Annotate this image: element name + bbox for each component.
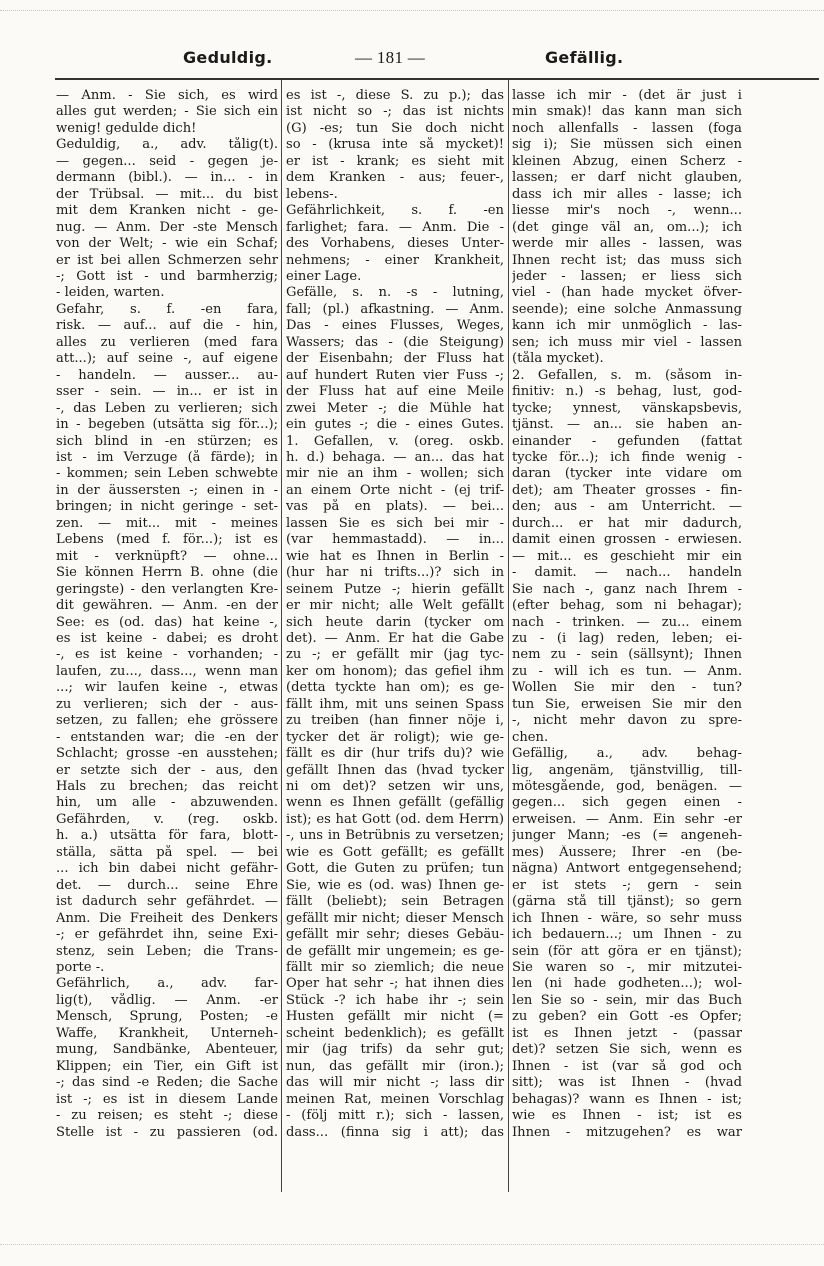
text-line: ist es Ihnen jetzt - (passar — [512, 1025, 742, 1041]
text-line: ich Ihnen - wäre, so sehr muss — [512, 910, 742, 926]
text-line: -; Gott ist - und barmherzig; — [56, 268, 278, 284]
text-line: sser - sein. — in... er ist in — [56, 384, 278, 400]
text-line: -, uns in Betrübnis zu versetzen; — [286, 828, 504, 844]
text-line: zu - will ich es tun. — Anm. — [512, 663, 742, 679]
text-line: setzen, zu fallen; ehe grössere — [56, 713, 278, 729]
text-line: Lebens (med f. för...); ist es — [56, 532, 278, 548]
text-line: junger Mann; -es (= angeneh- — [512, 828, 742, 844]
text-line: det). — Anm. Er hat die Gabe — [286, 630, 504, 646]
text-line: det. — durch... seine Ehre — [56, 877, 278, 893]
text-line: sich heute darin (tycker om — [286, 614, 504, 630]
page-top-edge — [0, 10, 824, 11]
text-line: tjänst. — an... sie haben an- — [512, 417, 742, 433]
text-line: (var hemmastadd). — in... — [286, 532, 504, 548]
text-line: den; aus - am Unterricht. — — [512, 499, 742, 515]
text-line: mötesgående, god, benägen. — — [512, 779, 742, 795]
text-line: Gefahr, s. f. -en fara, — [56, 301, 278, 317]
text-line: der Eisenbahn; der Fluss hat — [286, 351, 504, 367]
text-line: lassen; er darf nicht glauben, — [512, 170, 742, 186]
text-line: zwei Meter -; die Mühle hat — [286, 400, 504, 416]
text-line: -; er gefährdet ihn, seine Exi- — [56, 927, 278, 943]
text-line: nehmens; - einer Krankheit, — [286, 252, 504, 268]
text-line: erweisen. — Anm. Ein sehr -er — [512, 811, 742, 827]
text-line: es ist -, diese S. zu p.); das — [286, 88, 504, 103]
text-line: sein (för att göra er en tjänst); — [512, 943, 742, 959]
text-line: zu verlieren; sich der - aus- — [56, 696, 278, 712]
text-line: gefällt Ihnen das (hvad tycker — [286, 762, 504, 778]
text-line: -; das sind -e Reden; die Sache — [56, 1075, 278, 1091]
text-line: - zu reisen; es steht -; diese — [56, 1108, 278, 1124]
text-line: risk. — auf... auf die - hin, — [56, 318, 278, 334]
text-line: (hur har ni trifts...)? sich in — [286, 565, 504, 581]
text-line: sig i); Sie müssen sich einen — [512, 137, 742, 153]
header-rule — [55, 78, 819, 80]
text-line: jeder - lassen; er liess sich — [512, 268, 742, 284]
text-line: See: es (od. das) hat keine -, — [56, 614, 278, 630]
text-line: lebens-. — [286, 186, 338, 202]
text-line: ...; wir laufen keine -, etwas — [56, 680, 278, 696]
text-line: lig, angenäm, tjänstvillig, till- — [512, 762, 742, 778]
text-line: ... ich bin dabei nicht gefähr- — [56, 861, 278, 877]
text-line: kann ich mir unmöglich - las- — [512, 318, 742, 334]
text-line: seinem Putze -; hierin gefällt — [286, 581, 504, 597]
text-line: - leiden, warten. — [56, 285, 165, 301]
text-line: damit einen grossen - erwiesen. — [512, 532, 742, 548]
text-line: Klippen; ein Tier, ein Gift ist — [56, 1058, 278, 1074]
text-line: einer Lage. — [286, 268, 362, 284]
text-line: Sie waren so -, mir mitzutei- — [512, 960, 742, 976]
text-line: Gefährlichkeit, s. f. -en — [286, 203, 504, 219]
text-line: dem Kranken - aus; feuer-, — [286, 170, 504, 186]
text-line: — mit... es geschieht mir ein — [512, 548, 742, 564]
text-line: fall; (pl.) afkastning. — Anm. — [286, 301, 504, 317]
text-line: Ihnen recht ist; das muss sich — [512, 252, 742, 268]
text-line: -, es ist keine - vorhanden; - — [56, 647, 278, 663]
text-line: laufen, zu..., dass..., wenn man — [56, 663, 278, 679]
text-line: det)? setzen Sie sich, wenn es — [512, 1042, 742, 1058]
text-line: -, das Leben zu verlieren; sich — [56, 400, 278, 416]
text-line: nach - trinken. — zu... einem — [512, 614, 742, 630]
text-line: lassen Sie es sich bei mir - — [286, 515, 504, 531]
text-line: bringen; in nicht geringe - set- — [56, 499, 278, 515]
text-line: Hals zu brechen; das reicht — [56, 779, 278, 795]
text-line: Husten gefällt mir nicht (= — [286, 1009, 504, 1025]
text-line: mit dem Kranken nicht - ge- — [56, 203, 278, 219]
text-line: 1. Gefallen, v. (oreg. oskb. — [286, 433, 504, 449]
text-line: Ihnen - ist (var så god och — [512, 1058, 742, 1074]
text-line: len Sie so - sein, mir das Buch — [512, 992, 742, 1008]
column-divider — [508, 80, 509, 1192]
text-line: Wassers; das - (die Steigung) — [286, 334, 504, 350]
text-line: mit - verknüpft? — ohne... — [56, 548, 278, 564]
text-line: - damit. — nach... handeln — [512, 565, 742, 581]
text-line: Das - eines Flusses, Weges, — [286, 318, 504, 334]
text-line: er mir nicht; alle Welt gefällt — [286, 598, 504, 614]
text-line: meinen Rat, meinen Vorschlag — [286, 1091, 504, 1107]
text-line: Sie, wie es (od. was) Ihnen ge- — [286, 877, 504, 893]
text-line: nug. — Anm. Der -ste Mensch — [56, 219, 278, 235]
text-line: wenn es Ihnen gefällt (gefällig — [286, 795, 504, 811]
page-bottom-edge — [0, 1244, 824, 1245]
text-line: Gefährlich, a., adv. far- — [56, 976, 278, 992]
text-line: Geduldig, a., adv. tålig(t). — [56, 137, 278, 153]
text-line: Wollen Sie mir den - tun? — [512, 680, 742, 696]
text-line: in der äussersten -; einen in - — [56, 482, 278, 498]
text-line: tycke; ynnest, vänskapsbevis, — [512, 400, 742, 416]
text-line: — gegen... seid - gegen je- — [56, 153, 278, 169]
text-line: an einem Orte nicht - (ej trif- — [286, 482, 504, 498]
text-line: (G) -es; tun Sie doch nicht — [286, 120, 504, 136]
text-line: mir nie an ihm - wollen; sich — [286, 466, 504, 482]
text-line: daran (tycker inte vidare om — [512, 466, 742, 482]
text-line: de gefällt mir ungemein; es ge- — [286, 943, 504, 959]
text-line: das will mir nicht -; lass dir — [286, 1075, 504, 1091]
text-line: ker om honom); das gefiel ihm — [286, 663, 504, 679]
page-number: — 181 — — [355, 48, 426, 67]
page-header — [55, 40, 815, 76]
text-line: kleinen Abzug, einen Scherz - — [512, 153, 742, 169]
text-line: Schlacht; grosse -en ausstehen; — [56, 746, 278, 762]
dictionary-column-1 — [56, 88, 278, 1188]
text-line: wie hat es Ihnen in Berlin - — [286, 548, 504, 564]
text-line: der Fluss hat auf eine Meile — [286, 384, 504, 400]
text-line: es ist keine - dabei; es droht — [56, 630, 278, 646]
text-line: geringste) - den verlangten Kre- — [56, 581, 278, 597]
text-line: att...); auf seine -, auf eigene — [56, 351, 278, 367]
text-line: Stück -? ich habe ihr -; sein — [286, 992, 504, 1008]
text-line: behagas)? wann es Ihnen - ist; — [512, 1091, 742, 1107]
text-line: - kommen; sein Leben schwebte — [56, 466, 278, 482]
text-line: porte -. — [56, 960, 105, 976]
text-line: sich blind in -en stürzen; es — [56, 433, 278, 449]
text-line: mes) Äussere; Ihrer -en (be- — [512, 844, 742, 860]
text-line: dass ich mir alles - lasse; ich — [512, 186, 742, 202]
text-line: chen. — [512, 729, 549, 745]
text-line: Oper hat sehr -; hat ihnen dies — [286, 976, 504, 992]
text-line: Waffe, Krankheit, Unterneh- — [56, 1025, 278, 1041]
text-line: Ihnen - mitzugehen? es war — [512, 1124, 742, 1140]
text-line: ni om det)? setzen wir uns, — [286, 779, 504, 795]
text-line: 2. Gefallen, s. m. (såsom in- — [512, 367, 742, 383]
text-line: Stelle ist - zu passieren (od. — [56, 1124, 278, 1140]
text-line: auf hundert Ruten vier Fuss -; — [286, 367, 504, 383]
column-divider — [281, 80, 282, 1192]
text-line: ist dadurch sehr gefährdet. — — [56, 894, 278, 910]
dictionary-column-3 — [512, 88, 742, 1188]
text-line: zu - (i lag) reden, leben; ei- — [512, 630, 742, 646]
text-line: durch... er hat mir dadurch, — [512, 515, 742, 531]
text-line: dit gewähren. — Anm. -en der — [56, 598, 278, 614]
text-line: mung, Sandbänke, Abenteuer, — [56, 1042, 278, 1058]
text-line: dass... (finna sig i att); das — [286, 1124, 504, 1140]
text-line: — Anm. - Sie sich, es wird — [56, 88, 278, 103]
text-line: er setzte sich der - aus, den — [56, 762, 278, 778]
text-line: det); am Theater grosses - fin- — [512, 482, 742, 498]
text-line: (det ginge väl an, om...); ich — [512, 219, 742, 235]
text-line: gefällt mir nicht; dieser Mensch — [286, 910, 504, 926]
text-line: gegen... sich gegen einen - — [512, 795, 742, 811]
text-line: nem zu - sein (sällsynt); Ihnen — [512, 647, 742, 663]
text-line: fällt (beliebt); sein Betragen — [286, 894, 504, 910]
text-line: zu treiben (han finner nöje i, — [286, 713, 504, 729]
text-line: stenz, sein Leben; die Trans- — [56, 943, 278, 959]
text-line: ist -; es ist in diesem Lande — [56, 1091, 278, 1107]
text-line: farlighet; fara. — Anm. Die - — [286, 219, 504, 235]
text-line: so - (krusa inte så mycket)! — [286, 137, 504, 153]
text-line: zu -; er gefällt mir (jag tyc- — [286, 647, 504, 663]
text-line: vas på en plats). — bei... — [286, 499, 504, 515]
text-line: hin, um alle - abzuwenden. — [56, 795, 278, 811]
text-line: werde mir alles - lassen, was — [512, 236, 742, 252]
text-line: ställa, sätta på spel. — bei — [56, 844, 278, 860]
text-line: Sie nach -, ganz nach Ihrem - — [512, 581, 742, 597]
text-line: len (ni hade godheten...); wol- — [512, 976, 742, 992]
text-line: sitt); was ist Ihnen - (hvad — [512, 1075, 742, 1091]
text-line: wie es Gott gefällt; es gefällt — [286, 844, 504, 860]
text-line: fällt es dir (hur trifs du)? wie — [286, 746, 504, 762]
text-line: Gefälle, s. n. -s - lutning, — [286, 285, 504, 301]
text-line: ist); es hat Gott (od. dem Herrn) — [286, 811, 504, 827]
text-line: lig(t), vådlig. — Anm. -er — [56, 992, 278, 1008]
text-line: finitiv: n.) -s behag, lust, god- — [512, 384, 742, 400]
text-line: alles gut werden; - Sie sich ein — [56, 104, 278, 120]
text-line: in - begeben (utsätta sig för...); — [56, 417, 278, 433]
text-line: h. d.) behaga. — an... das hat — [286, 449, 504, 465]
text-line: liesse mir's noch -, wenn... — [512, 203, 742, 219]
text-line: - handeln. — ausser... au- — [56, 367, 278, 383]
text-line: ein gutes -; die - eines Gutes. — [286, 417, 504, 433]
running-head-left: Geduldig. — [183, 48, 273, 67]
text-line: scheint bedenklich); es gefällt — [286, 1025, 504, 1041]
text-line: min smak)! das kann man sich — [512, 104, 742, 120]
text-line: - entstanden war; die -en der — [56, 729, 278, 745]
text-line: alles zu verlieren (med fara — [56, 334, 278, 350]
text-line: noch allenfalls - lassen (foga — [512, 120, 742, 136]
text-line: (detta tyckte han om); es ge- — [286, 680, 504, 696]
dictionary-column-2 — [286, 88, 504, 1188]
text-line: tycke för...); ich finde wenig - — [512, 449, 742, 465]
text-line: (efter behag, som ni behagar); — [512, 598, 742, 614]
text-line: er ist stets -; gern - sein — [512, 877, 742, 893]
text-line: der Trübsal. — mit... du bist — [56, 186, 278, 202]
text-line: er ist - krank; es sieht mit — [286, 153, 504, 169]
text-line: mir (jag trifs) da sehr gut; — [286, 1042, 504, 1058]
text-line: Gefährden, v. (reg. oskb. — [56, 811, 278, 827]
text-line: tycker det är roligt); wie ge- — [286, 729, 504, 745]
text-line: einander - gefunden (fattat — [512, 433, 742, 449]
text-line: Gefällig, a., adv. behag- — [512, 746, 742, 762]
text-line: fällt ihm, mit uns seinen Spass — [286, 696, 504, 712]
text-line: -, nicht mehr davon zu spre- — [512, 713, 742, 729]
text-line: tun Sie, erweisen Sie mir den — [512, 696, 742, 712]
text-line: ist - im Verzuge (å färde); in — [56, 449, 278, 465]
text-line: fällt mir so ziemlich; die neue — [286, 960, 504, 976]
text-line: - (följ mitt r.); sich - lassen, — [286, 1108, 504, 1124]
text-line: h. a.) utsätta för fara, blott- — [56, 828, 278, 844]
running-head-right: Gefällig. — [545, 48, 624, 67]
text-line: gefällt mir sehr; dieses Gebäu- — [286, 927, 504, 943]
text-line: dermann (bibl.). — in... - in — [56, 170, 278, 186]
text-line: des Vorhabens, dieses Unter- — [286, 236, 504, 252]
text-line: viel - (han hade mycket öfver- — [512, 285, 742, 301]
text-line: ich bedauern...; um Ihnen - zu — [512, 927, 742, 943]
text-line: (tåla mycket). — [512, 351, 604, 367]
text-line: seende); eine solche Anmassung — [512, 301, 742, 317]
text-line: lasse ich mir - (det är just i — [512, 88, 742, 103]
text-line: zu geben? ein Gott -es Opfer; — [512, 1009, 742, 1025]
text-line: nägna) Antwort entgegensehend; — [512, 861, 742, 877]
text-line: Mensch, Sprung, Posten; -e — [56, 1009, 278, 1025]
text-line: (gärna stå till tjänst); so gern — [512, 894, 742, 910]
text-line: Anm. Die Freiheit des Denkers — [56, 910, 278, 926]
text-line: wie es Ihnen - ist; ist es — [512, 1108, 742, 1124]
text-line: wenig! gedulde dich! — [56, 120, 197, 136]
text-line: zen. — mit... mit - meines — [56, 515, 278, 531]
text-line: ist nicht so -; das ist nichts — [286, 104, 504, 120]
text-line: Gott, die Guten zu prüfen; tun — [286, 861, 504, 877]
text-line: Sie können Herrn B. ohne (die — [56, 565, 278, 581]
text-line: sen; ich muss mir viel - lassen — [512, 334, 742, 350]
text-line: von der Welt; - wie ein Schaf; — [56, 236, 278, 252]
text-line: er ist bei allen Schmerzen sehr — [56, 252, 278, 268]
text-line: nun, das gefällt mir (iron.); — [286, 1058, 504, 1074]
